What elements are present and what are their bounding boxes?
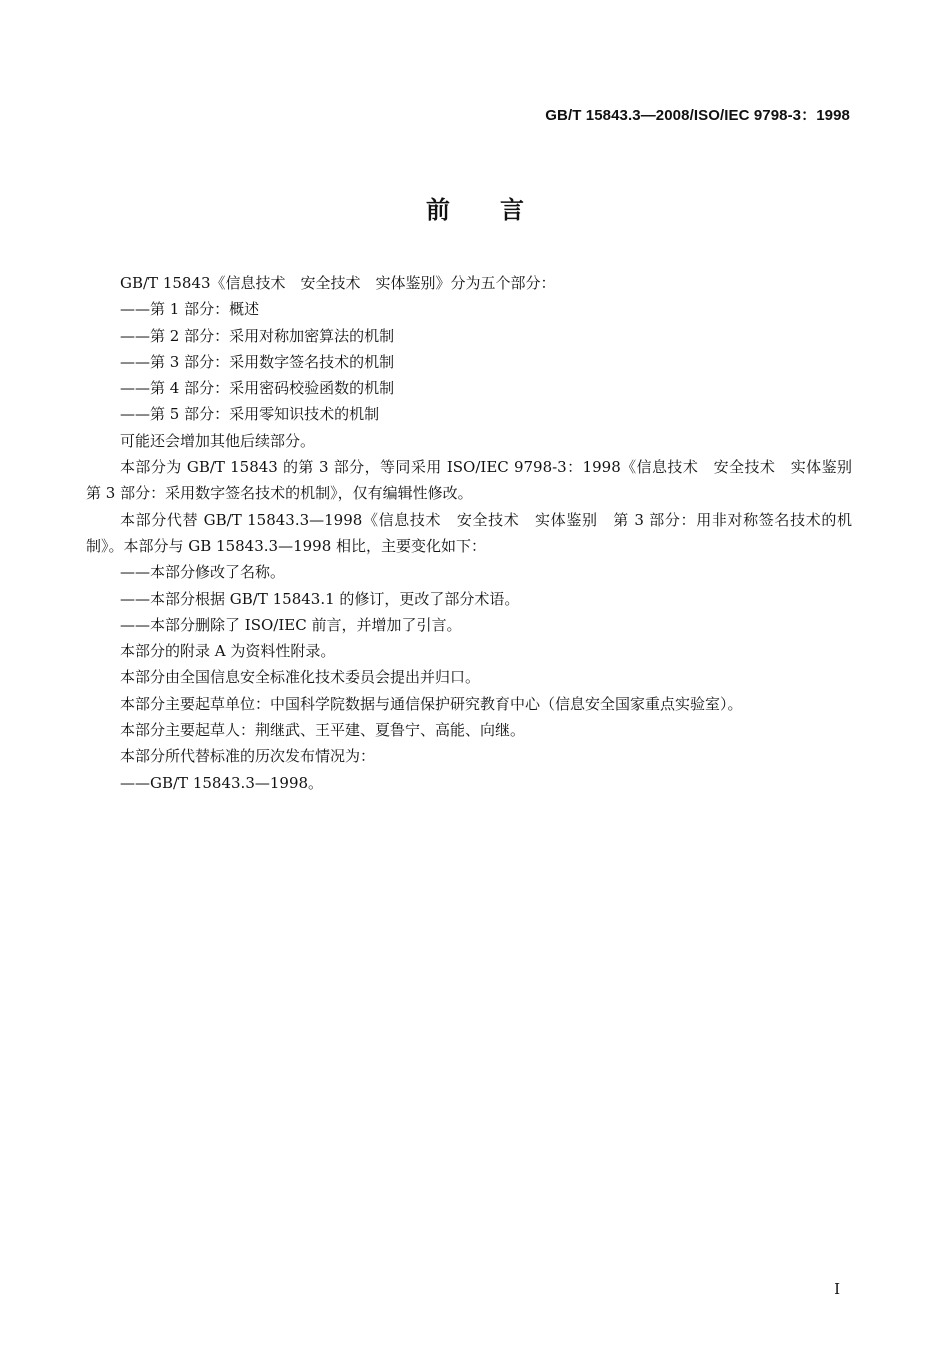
- page-number: I: [834, 1280, 840, 1298]
- paragraph-future-parts: 可能还会增加其他后续部分。: [120, 431, 316, 450]
- foreword-body: [86, 270, 868, 796]
- paragraph-annex: 本部分的附录 A 为资料性附录。: [120, 642, 336, 661]
- list-item-change-1: ——本部分修改了名称。: [120, 563, 286, 582]
- page-title: 前言: [426, 196, 574, 224]
- paragraph-adoption: 本部分为 GB/T 15843 的第 3 部分，等同采用 ISO/IEC 9798-3：1998《信息技术 安全技术 实体鉴别 第 3 部分：采用数字签名技术的机制》，仅有编辑性修改。: [86, 458, 868, 503]
- paragraph-replacement: 本部分代替 GB/T 15843.3—1998《信息技术 安全技术 实体鉴别 第 3 部分：用非对称签名技术的机制》。本部分与 GB 15843.3—1998 相比，主要变化如下：: [86, 510, 852, 555]
- standard-number-header: GB/T 15843.3—2008/ISO/IEC 9798-3：1998: [545, 107, 850, 124]
- list-item-part-1: ——第 1 部分：概述: [120, 300, 260, 319]
- list-item-part-5: ——第 5 部分：采用零知识技术的机制: [120, 405, 380, 424]
- list-item-part-4: ——第 4 部分：采用密码校验函数的机制: [120, 379, 395, 398]
- paragraph-parts-intro: GB/T 15843《信息技术 安全技术 实体鉴别》分为五个部分：: [120, 274, 556, 292]
- list-item-change-3: ——本部分删除了 ISO/IEC 前言，并增加了引言。: [120, 615, 462, 634]
- paragraph-proposer: 本部分由全国信息安全标准化技术委员会提出并归口。: [120, 668, 481, 687]
- list-item-change-2: ——本部分根据 GB/T 15843.1 的修订，更改了部分术语。: [120, 589, 520, 608]
- list-item-part-3: ——第 3 部分：采用数字签名技术的机制: [120, 352, 395, 371]
- paragraph-history-intro: 本部分所代替标准的历次发布情况为：: [120, 747, 376, 766]
- paragraph-drafting-unit: 本部分主要起草单位：中国科学院数据与通信保护研究教育中心（信息安全国家重点实验室）。: [120, 694, 743, 713]
- list-item-history-1: ——GB/T 15843.3—1998。: [120, 773, 324, 792]
- paragraph-drafters: 本部分主要起草人：荆继武、王平建、夏鲁宁、高能、向继。: [120, 721, 526, 740]
- list-item-part-2: ——第 2 部分：采用对称加密算法的机制: [120, 326, 395, 345]
